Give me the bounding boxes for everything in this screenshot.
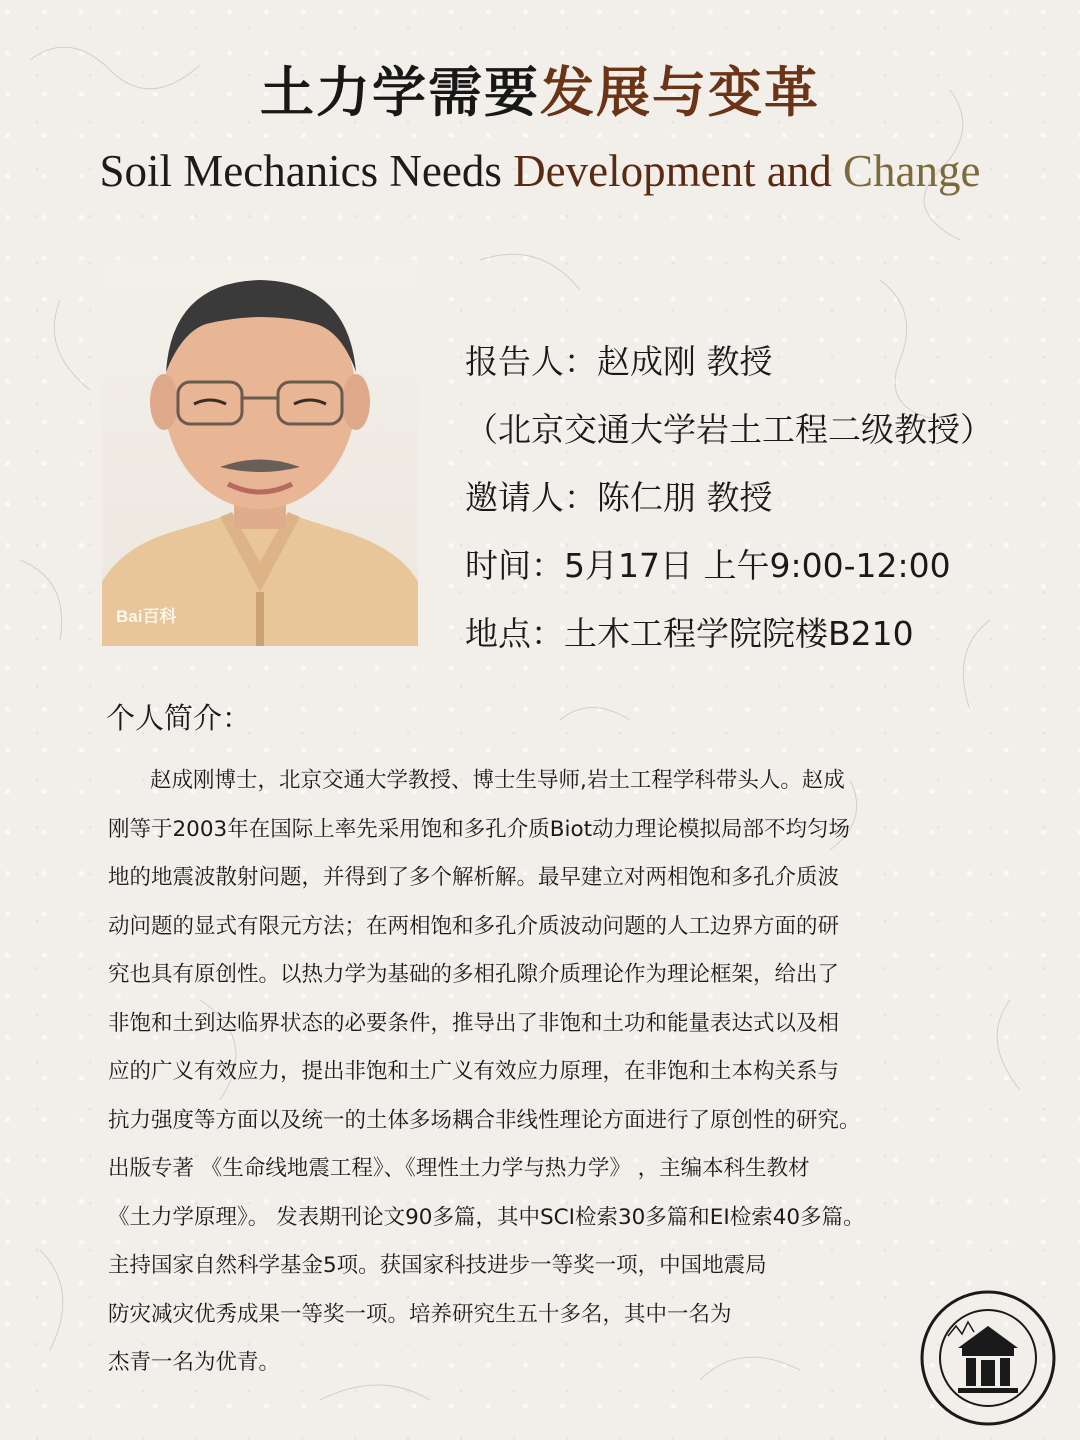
title-en-part2: Development and [513,146,844,196]
bio-line: 应的广义有效应力，提出非饱和土广义有效应力原理，在非饱和土本构关系与 [108,1059,840,1084]
bio-line: 地的地震波散射问题，并得到了多个解析解。最早建立对两相饱和多孔介质波 [108,865,840,890]
title-english [0,145,1080,197]
bio-line: 《土力学原理》。 发表期刊论文90多篇，其中SCI检索30多篇和EI检索40多篇。 [108,1204,865,1230]
bio-line: 抗力强度等方面以及统一的土体多场耦合非线性理论方面进行了原创性的研究。 [108,1107,861,1133]
speaker-line: 报告人：赵成刚 教授 [465,342,773,381]
bio-line: 出版专著 《生命线地震工程》、《理性土力学与热力学》 ，主编本科生教材 [108,1156,810,1181]
title-chinese [0,50,1080,127]
photo-watermark: Bai百科 [116,607,177,626]
bio-line: 杰青一名为优青。 [108,1350,281,1375]
time-line: 时间：5月17日 上午9:00-12:00 [465,546,951,585]
title-cn-part2: 发展与变革 [540,61,820,124]
bio-line: 刚等于2003年在国际上率先采用饱和多孔介质Biot动力理论模拟局部不均匀场 [108,816,851,842]
bio-line: 非饱和土到达临界状态的必要条件，推导出了非饱和土功和能量表达式以及相 [108,1010,840,1036]
hunan-university-seal-icon [918,1288,1058,1428]
title-en-part3: Change [843,146,981,196]
inviter-line: 邀请人：陈仁朋 教授 [465,478,773,517]
bio-paragraph [108,763,1053,1394]
title-cn-part1: 土力学需要 [260,61,540,124]
bio-line: 赵成刚博士，北京交通大学教授、博士生导师,岩土工程学科带头人。赵成 [150,768,845,793]
title-en-part1: Soil Mechanics Needs [99,146,514,196]
location-line: 地点：土木工程学院院楼B210 [465,614,914,653]
speaker-portrait [102,262,418,646]
intro-heading: 个人简介： [106,701,252,735]
bio-line: 动问题的显式有限元方法；在两相饱和多孔介质波动问题的人工边界方面的研 [108,913,840,939]
bio-line: 究也具有原创性。以热力学为基础的多相孔隙介质理论作为理论框架，给出了 [108,962,840,987]
speaker-affiliation: （北京交通大学岩土工程二级教授） [465,410,993,449]
bio-line: 主持国家自然科学基金5项。获国家科技进步一等奖一项，中国地震局 [108,1253,767,1278]
speaker-photo [102,262,418,646]
lecture-info [465,338,1065,678]
bio-line: 防灾减灾优秀成果一等奖一项。培养研究生五十多名，其中一名为 [108,1301,732,1327]
